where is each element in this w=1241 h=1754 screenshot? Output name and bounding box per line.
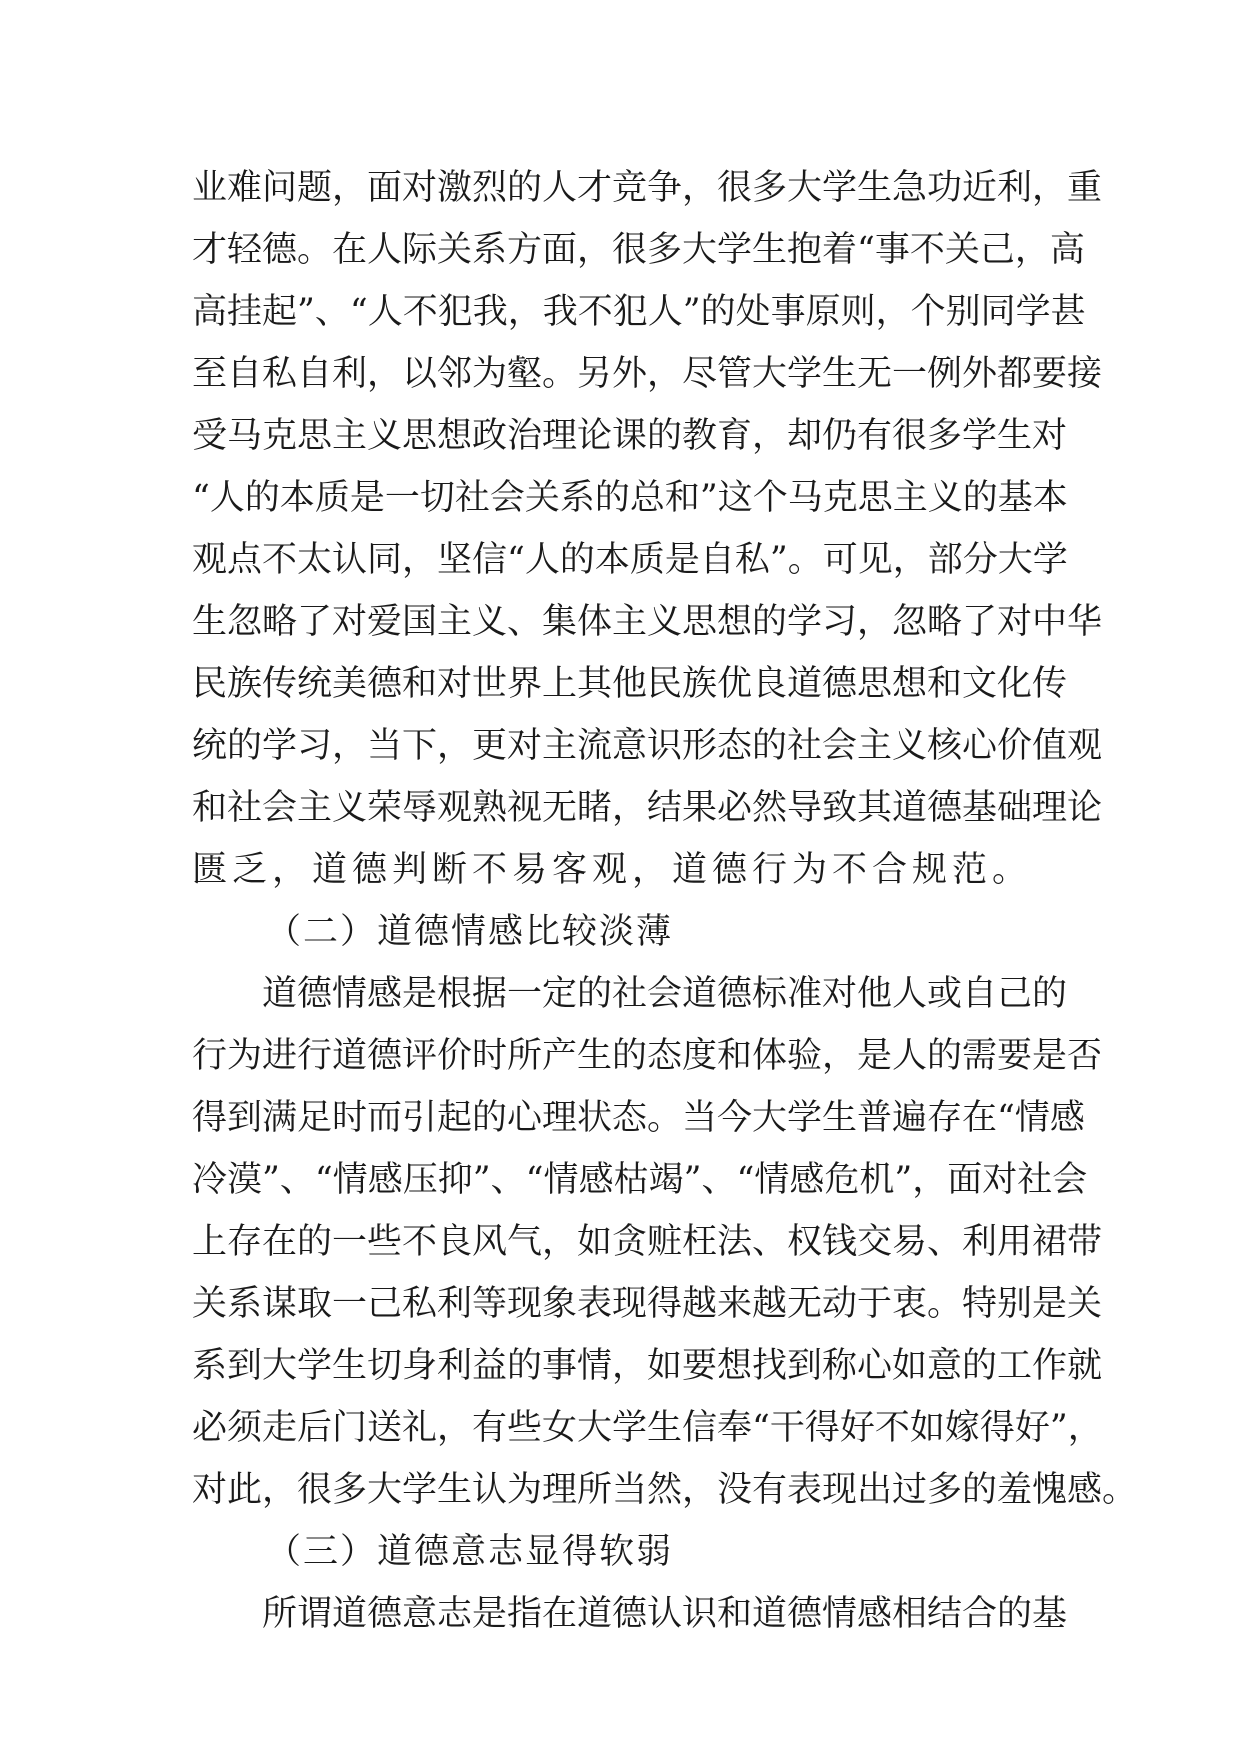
body-text-line: 得到满足时而引起的心理状态。当今大学生普遍存在“情感 [192,1098,1085,1138]
body-text-line: 冷漠”、“情感压抑”、“情感枯竭”、“情感危机”，面对社会 [192,1160,1088,1200]
body-text-line: 统的学习，当下，更对主流意识形态的社会主义核心价值观 [192,726,1103,766]
body-text-line: 上存在的一些不良风气，如贪赃枉法、权钱交易、利用裙带 [192,1222,1103,1262]
body-text-line: 和社会主义荣辱观熟视无睹，结果必然导致其道德基础理论 [192,788,1103,828]
body-text-line: 必须走后门送礼，有些女大学生信奉“干得好不如嫁得好”， [192,1408,1103,1448]
body-text-line: 匮乏，道德判断不易客观，道德行为不合规范。 [192,850,1033,890]
body-text-line: 受马克思主义思想政治理论课的教育，却仍有很多学生对 [192,416,1068,456]
body-text-line: 关系谋取一己私利等现象表现得越来越无动于衷。特别是关 [192,1284,1103,1324]
body-text-line: 生忽略了对爱国主义、集体主义思想的学习，忽略了对中华 [192,602,1103,642]
body-text-line: 所谓道德意志是指在道德认识和道德情感相结合的基 [262,1594,1068,1634]
body-text-line: 业难问题，面对激烈的人才竞争，很多大学生急功近利，重 [192,168,1103,208]
body-text-line: 对此，很多大学生认为理所当然，没有表现出过多的羞愧感。 [192,1470,1138,1510]
body-text-line: 行为进行道德评价时所产生的态度和体验，是人的需要是否 [192,1036,1103,1076]
section-heading: （二）道德情感比较淡薄 [266,912,674,952]
body-text-line: 系到大学生切身利益的事情，如要想找到称心如意的工作就 [192,1346,1103,1386]
body-text-line: 民族传统美德和对世界上其他民族优良道德思想和文化传 [192,664,1068,704]
section-heading: （三）道德意志显得软弱 [266,1532,674,1572]
body-text-line: 道德情感是根据一定的社会道德标准对他人或自己的 [262,974,1068,1014]
body-text-line: 观点不太认同，坚信“人的本质是自私”。可见，部分大学 [192,540,1068,580]
body-text-line: 才轻德。在人际关系方面，很多大学生抱着“事不关己，高 [192,230,1085,270]
body-text-line: 至自私自利，以邻为壑。另外，尽管大学生无一例外都要接 [192,354,1103,394]
body-text-line: 高挂起”、“人不犯我，我不犯人”的处事原则，个别同学甚 [192,292,1086,332]
body-text-line: “人的本质是一切社会关系的总和”这个马克思主义的基本 [192,478,1068,518]
